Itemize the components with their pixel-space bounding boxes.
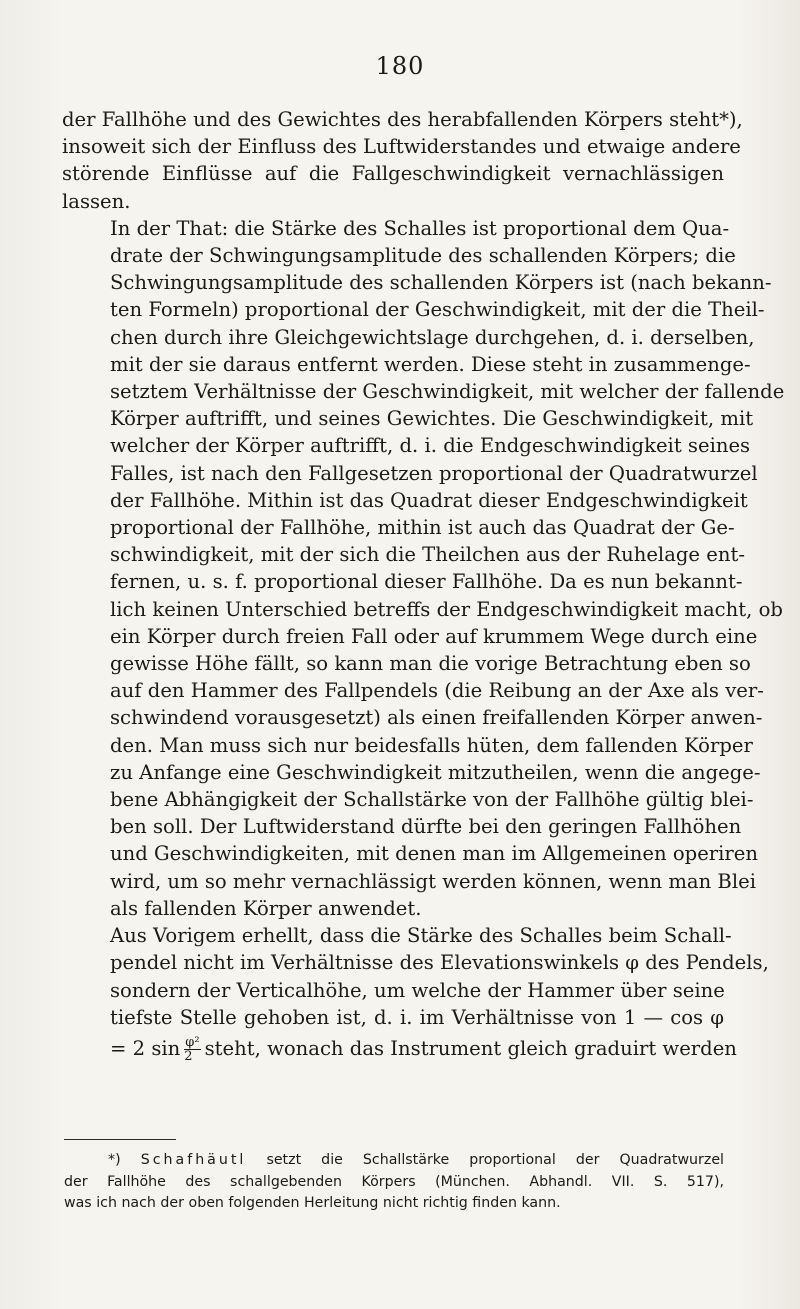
footnote-marker: *) [108, 1152, 121, 1168]
text-line: zu Anfange eine Geschwindigkeit mitzutheilen, wenn die angege- [110, 760, 761, 784]
text-line: Aus Vorigem erhellt, dass die Stärke des Schalles beim Schall- [110, 924, 732, 948]
text-line: welcher der Körper auftrifft, d. i. die Endgeschwindigkeit seines [110, 434, 751, 458]
text-line: bene Abhängigkeit der Schallstärke von der Fallhöhe gültig blei- [110, 788, 754, 812]
text-line: Falles, ist nach den Fallgesetzen proportional der Quadratwurzel [110, 461, 758, 485]
paragraph [62, 106, 743, 215]
text-line: gewisse Höhe fällt, so kann man die vorige Betrachtung eben so [110, 652, 751, 676]
text-line: störende Einflüsse auf die Fallgeschwindigkeit vernachlässigen [62, 162, 724, 186]
paragraph [62, 922, 769, 1064]
footnote-author: Schafhäutl [140, 1152, 247, 1168]
text-line: und Geschwindigkeiten, mit denen man im Allgemeinen operiren [110, 842, 759, 866]
formula-prefix: = 2 sin [110, 1036, 181, 1060]
text-line: insoweit sich der Einfluss des Luftwiderstandes und etwaige andere [62, 135, 741, 159]
fraction-denominator: 2 [184, 1048, 193, 1064]
text-line: auf den Hammer des Fallpendels (die Reibung an der Axe als ver- [110, 679, 764, 703]
text-line: Körper auftrifft, und seines Gewichtes. Die Geschwindigkeit, mit [110, 407, 754, 431]
formula-line [62, 1034, 737, 1064]
text-line: schwindigkeit, mit der sich die Theilchen aus der Ruhelage ent- [110, 543, 745, 567]
text-line: schwindend vorausgesetzt) als einen freifallenden Körper anwen- [110, 706, 763, 730]
text-line: mit der sie daraus entfernt werden. Diese steht in zusammenge- [110, 352, 751, 376]
text-line: ben soll. Der Luftwiderstand dürfte bei den geringen Fallhöhen [110, 815, 742, 839]
text-line: pendel nicht im Verhältnisse des Elevationswinkels φ des Pendels, [110, 951, 769, 975]
text-line: proportional der Fallhöhe, mithin ist auch das Quadrat der Ge- [110, 516, 735, 540]
footnote-divider [64, 1139, 176, 1140]
text-line: tiefste Stelle gehoben ist, d. i. im Verhältnisse von 1 — cos φ [110, 1005, 724, 1029]
text-line: lich keinen Unterschied betreffs der Endgeschwindigkeit macht, ob [110, 597, 783, 621]
page-number: 180 [375, 52, 425, 80]
text-line: Schwingungsamplitude des schallenden Körpers ist (nach bekann- [110, 271, 772, 295]
text-line: ein Körper durch freien Fall oder auf krummem Wege durch eine [110, 624, 758, 648]
footnote [64, 1150, 724, 1215]
text-line: als fallenden Körper anwendet. [110, 896, 422, 920]
footnote-line: der Fallhöhe des schallgebenden Körpers (München. Abhandl. VII. S. 517), [64, 1173, 724, 1190]
text-line: setztem Verhältnisse der Geschwindigkeit, mit welcher der fallende [110, 380, 785, 404]
text-line: ten Formeln) proportional der Geschwindigkeit, mit der die Theil- [110, 298, 765, 322]
footnote-text: setzt die Schallstärke proportional der Quadratwurzel [266, 1152, 724, 1168]
footnote-line [64, 1150, 724, 1172]
text-line: der Fallhöhe und des Gewichtes des herabfallenden Körpers steht*), [62, 108, 743, 131]
text-line: fernen, u. s. f. proportional dieser Fallhöhe. Da es nun bekannt- [110, 570, 743, 594]
text-line: chen durch ihre Gleichgewichtslage durchgehen, d. i. derselben, [110, 325, 755, 349]
footnote-line: was ich nach der oben folgenden Herleitung nicht richtig finden kann. [64, 1195, 561, 1211]
text-line: lassen. [62, 189, 131, 213]
fraction [184, 1036, 200, 1063]
paragraph [62, 215, 785, 922]
fraction-numerator: φ² [185, 1034, 200, 1050]
text-line: wird, um so mehr vernachlässigt werden können, wenn man Blei [110, 869, 756, 893]
text-line: drate der Schwingungsamplitude des schallenden Körpers; die [110, 244, 736, 268]
formula-suffix: steht, wonach das Instrument gleich graduirt werden [204, 1036, 737, 1060]
body-text [62, 106, 785, 1064]
text-line: den. Man muss sich nur beidesfalls hüten, dem fallenden Körper [110, 733, 753, 757]
text-line: sondern der Verticalhöhe, um welche der Hammer über seine [110, 978, 725, 1002]
text-line: In der That: die Stärke des Schalles ist proportional dem Qua- [110, 216, 730, 240]
text-line: der Fallhöhe. Mithin ist das Quadrat dieser Endgeschwindigkeit [110, 488, 748, 512]
